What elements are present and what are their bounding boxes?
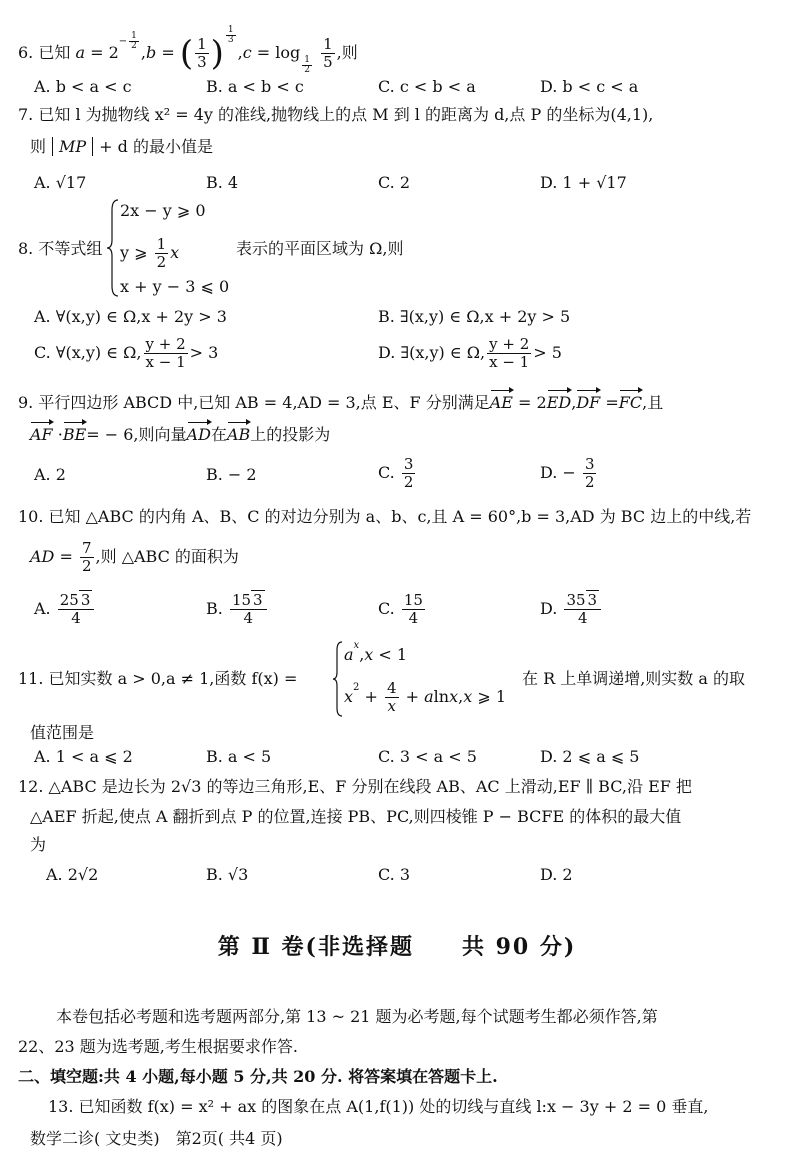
q6-option-d: D. b < c < a: [540, 77, 639, 96]
q7-option-b: B. 4: [206, 173, 239, 192]
q10-option-d: D. $\frac{35 3}{4}$: [540, 592, 603, 627]
q6-option-b: B. a < b < c: [206, 77, 304, 96]
q10-option-c: C. $\frac{15}{4}$: [378, 591, 423, 627]
q11-option-a: A. 1 < a ⩽ 2: [34, 747, 133, 766]
question-11-line-2: 值范围是: [30, 723, 95, 742]
page-footer: 数学二诊( 文史类) 第2页( 共4 页): [30, 1129, 283, 1148]
q11-option-d: D. 2 ⩽ a ⩽ 5: [540, 747, 640, 766]
q10-option-b: B. $\frac{15 3}{4}$: [206, 592, 269, 627]
question-7-line-2: 则 MP + d 的最小值是: [30, 137, 213, 156]
q8-option-c: C. ∀(x,y) ∈ Ω, $\frac{y + 2}{x - 1}$ > 3: [34, 335, 219, 371]
q10-option-a: A. $\frac{25 3}{4}$: [34, 592, 96, 627]
question-11-tail: 在 R 上单调递增,则实数 a 的取: [522, 669, 746, 688]
q12-option-d: D. 2: [540, 865, 573, 884]
q7-option-c: C. 2: [378, 173, 411, 192]
q11-option-b: B. a < 5: [206, 747, 272, 766]
question-9-line-1: 9. 平行四边形 ABCD 中,已知 AB = 4,AD = 3,点 E、F 分别满足AE = 2ED,DF =FC,且: [18, 393, 664, 412]
q9-option-b: B. − 2: [206, 465, 257, 484]
question-10-line-1: 10. 已知 △ABC 的内角 A、B、C 的对边分别为 a、b、c,且 A = 60°,b = 3,AD 为 BC 边上的中线,若: [18, 507, 752, 526]
q7-option-a: A. √17: [34, 173, 87, 192]
question-12-line-2: △AEF 折起,使点 A 翻折到点 P 的位置,连接 PB、PC,则四棱锥 P − BCFE 的体积的最大值: [30, 807, 682, 826]
piecewise-case-1: $a^x,x < 1$: [344, 639, 408, 664]
q9-option-d: D. − $\frac{3}{2}$: [540, 455, 595, 491]
q8-option-b: B. ∃(x,y) ∈ Ω,x + 2y > 5: [378, 307, 571, 326]
system-eq-2: y ⩾ $\frac{1}{2}$ x: [120, 235, 180, 271]
piecewise-case-2: $x^2$ + $\frac{4}{x}$ + alnx,x ⩾ 1: [344, 679, 506, 715]
section-title: 第 Ⅱ 卷(非选择题 共 90 分): [217, 934, 577, 960]
q11-option-c: C. 3 < a < 5: [378, 747, 477, 766]
q9-option-a: A. 2: [34, 465, 66, 484]
piecewise-brace-icon: [332, 640, 344, 718]
question-8-tail: 表示的平面区域为 Ω,则: [236, 239, 404, 258]
q8-option-d: D. ∃(x,y) ∈ Ω, $\frac{y + 2}{x - 1}$ > 5: [378, 335, 562, 371]
system-brace-icon: [106, 198, 120, 298]
q12-option-b: B. √3: [206, 865, 249, 884]
q12-option-a: A. 2√2: [46, 865, 99, 884]
q6-option-a: A. b < a < c: [34, 77, 132, 96]
system-eq-3: x + y − 3 ⩽ 0: [120, 277, 230, 296]
question-12-line-3: 为: [30, 835, 47, 854]
question-12-line-1: 12. △ABC 是边长为 2√3 的等边三角形,E、F 分别在线段 AB、AC 上滑动,EF ∥ BC,沿 EF 把: [18, 777, 692, 796]
system-eq-1: 2x − y ⩾ 0: [120, 201, 206, 220]
question-7-line-1: 7. 已知 l 为抛物线 x² = 4y 的准线,抛物线上的点 M 到 l 的距离为 d,点 P 的坐标为(4,1),: [18, 105, 654, 124]
q8-option-a: A. ∀(x,y) ∈ Ω,x + 2y > 3: [34, 307, 227, 326]
question-6-stem: 6. 已知 $a = 2^{- \frac{1}{2}}$ ,b = ( $\frac{1}{3}$ ) $^{\frac{1}{3}}$ ,c = log $_{\frac{1}{2}}$ $\frac{1}{5}$ ,则: [18, 24, 358, 76]
q6-option-c: C. c < b < a: [378, 77, 476, 96]
question-11-stem: 11. 已知实数 a > 0,a ≠ 1,函数 f(x) =: [18, 669, 298, 688]
intro-line-1: 本卷包括必考题和选考题两部分,第 13 ~ 21 题为必考题,每个试题考生都必须作答,第: [56, 1007, 658, 1026]
q12-option-c: C. 3: [378, 865, 411, 884]
question-8-label: 8. 不等式组: [18, 239, 103, 258]
q7-option-d: D. 1 + √17: [540, 173, 627, 192]
q9-option-c: C. $\frac{3}{2}$: [378, 455, 414, 491]
question-9-line-2: AF ·BE= − 6,则向量AD在AB上的投影为: [30, 425, 331, 444]
question-13-stem: 13. 已知函数 f(x) = x² + ax 的图象在点 A(1,f(1)) 处的切线与直线 l:x − 3y + 2 = 0 垂直,: [48, 1097, 709, 1116]
part-two-heading: 二、填空题:共 4 小题,每小题 5 分,共 20 分. 将答案填在答题卡上.: [18, 1067, 498, 1086]
intro-line-2: 22、23 题为选考题,考生根据要求作答.: [18, 1037, 298, 1056]
question-10-line-2: AD = $\frac{7}{2}$ ,则 △ABC 的面积为: [30, 539, 239, 575]
